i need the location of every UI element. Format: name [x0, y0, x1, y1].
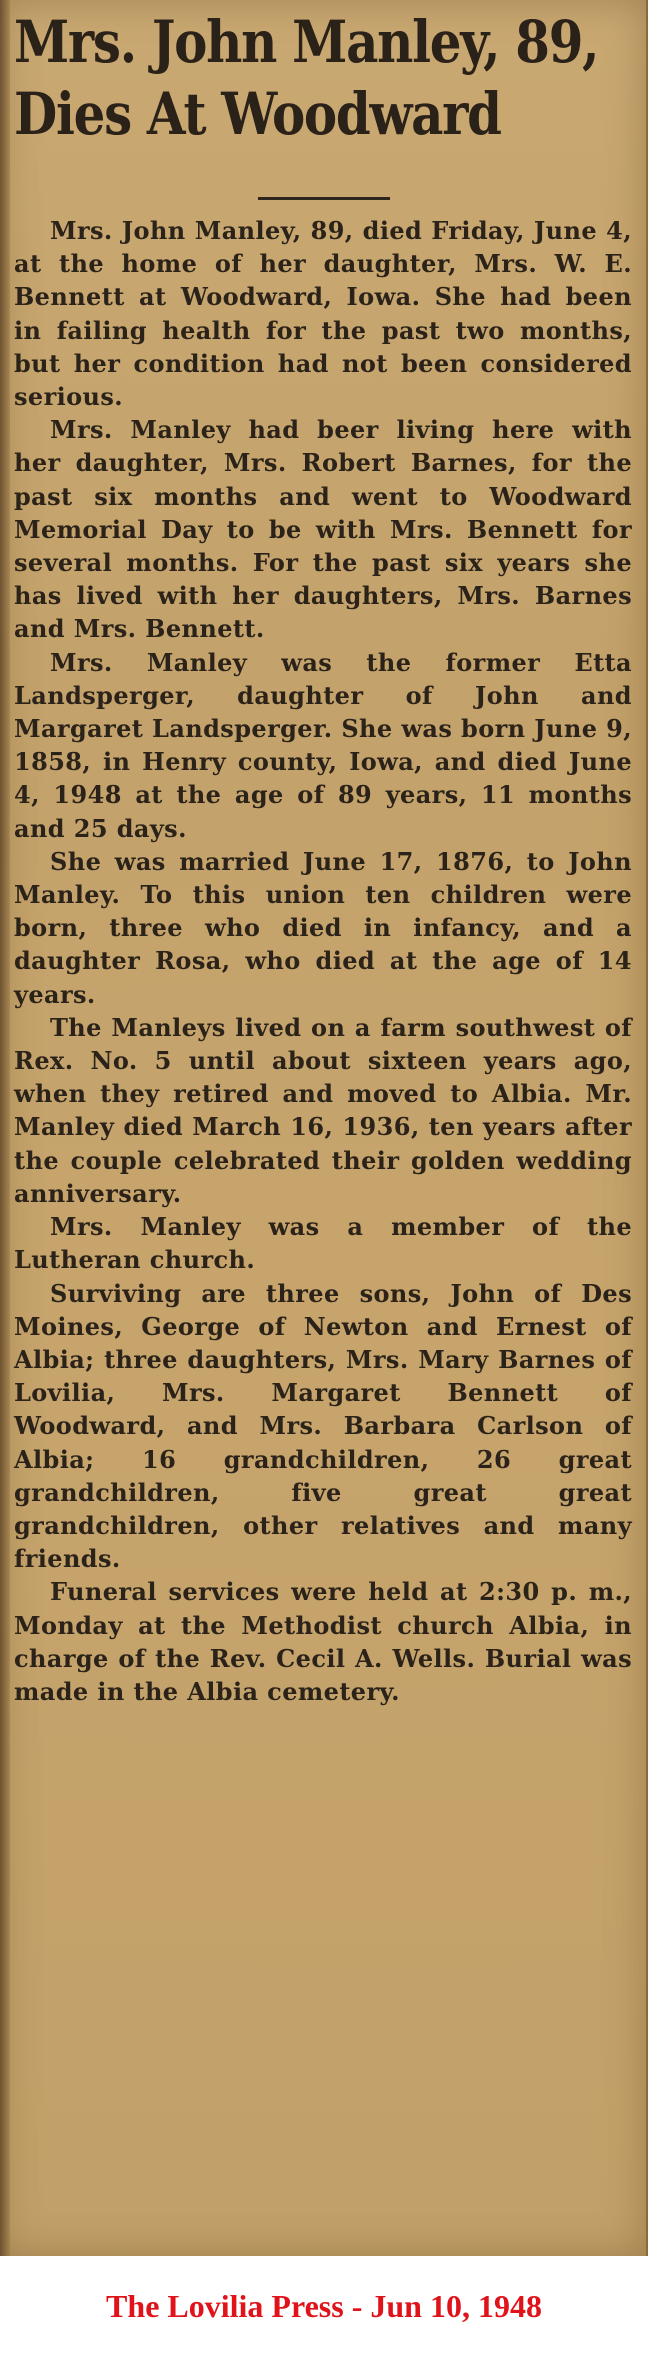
article-paragraph: Mrs. Manley was the former Etta Landsperger, daughter of John and Margaret Landsperger. She was born June 9, 1858, in Henry county, Iowa, and died June 4, 1948 at the age of 89 years, 11 months and 25 days. [14, 647, 632, 843]
article-paragraph: The Manleys lived on a farm southwest of Rex. No. 5 until about sixteen years ago, when they retired and moved to Albia. Mr. Manley died March 16, 1936, ten years after the couple celebrated their golden wedding anniversary. [14, 1012, 632, 1208]
article-paragraph: She was married June 17, 1876, to John Manley. To this union ten children were born, three who died in infancy, and a daughter Rosa, who died at the age of 14 years. [14, 846, 632, 1009]
article-paragraph: Mrs. Manley had beer living here with her daughter, Mrs. Robert Barnes, for the past six months and went to Woodward Memorial Day to be with Mrs. Bennett for several months. For the past six years she has lived with her daughters, Mrs. Barnes and Mrs. Bennett. [14, 415, 632, 644]
headline-line-2: Dies At Woodward [14, 80, 501, 148]
headline-divider [258, 197, 390, 200]
headline [14, 6, 599, 150]
clipping-edge [0, 0, 10, 2256]
article-paragraph: Mrs. John Manley, 89, died Friday, June 4, at the home of her daughter, Mrs. W. E. Bennett at Woodward, Iowa. She had been in failing health for the past two months, but her condition had not been considered serious. [14, 216, 632, 412]
headline-line-1: Mrs. John Manley, 89, [14, 8, 599, 76]
source-caption: The Lovilia Press - Jun 10, 1948 [106, 2288, 542, 2324]
article-body [14, 214, 632, 1708]
article-paragraph: Funeral services were held at 2:30 p. m., Monday at the Methodist church Albia, in charge of the Rev. Cecil A. Wells. Burial was made in the Albia cemetery. [14, 1577, 632, 1706]
article-paragraph: Surviving are three sons, John of Des Moines, George of Newton and Ernest of Albia; three daughters, Mrs. Mary Barnes of Lovilia, Mrs. Margaret Bennett of Woodward, and Mrs. Barbara Carlson of Albia; 16 grandchildren, 26 great grandchildren, five great great grandchildren, other relatives and many friends. [14, 1278, 632, 1574]
article-paragraph: Mrs. Manley was a member of the Lutheran church. [14, 1212, 632, 1275]
